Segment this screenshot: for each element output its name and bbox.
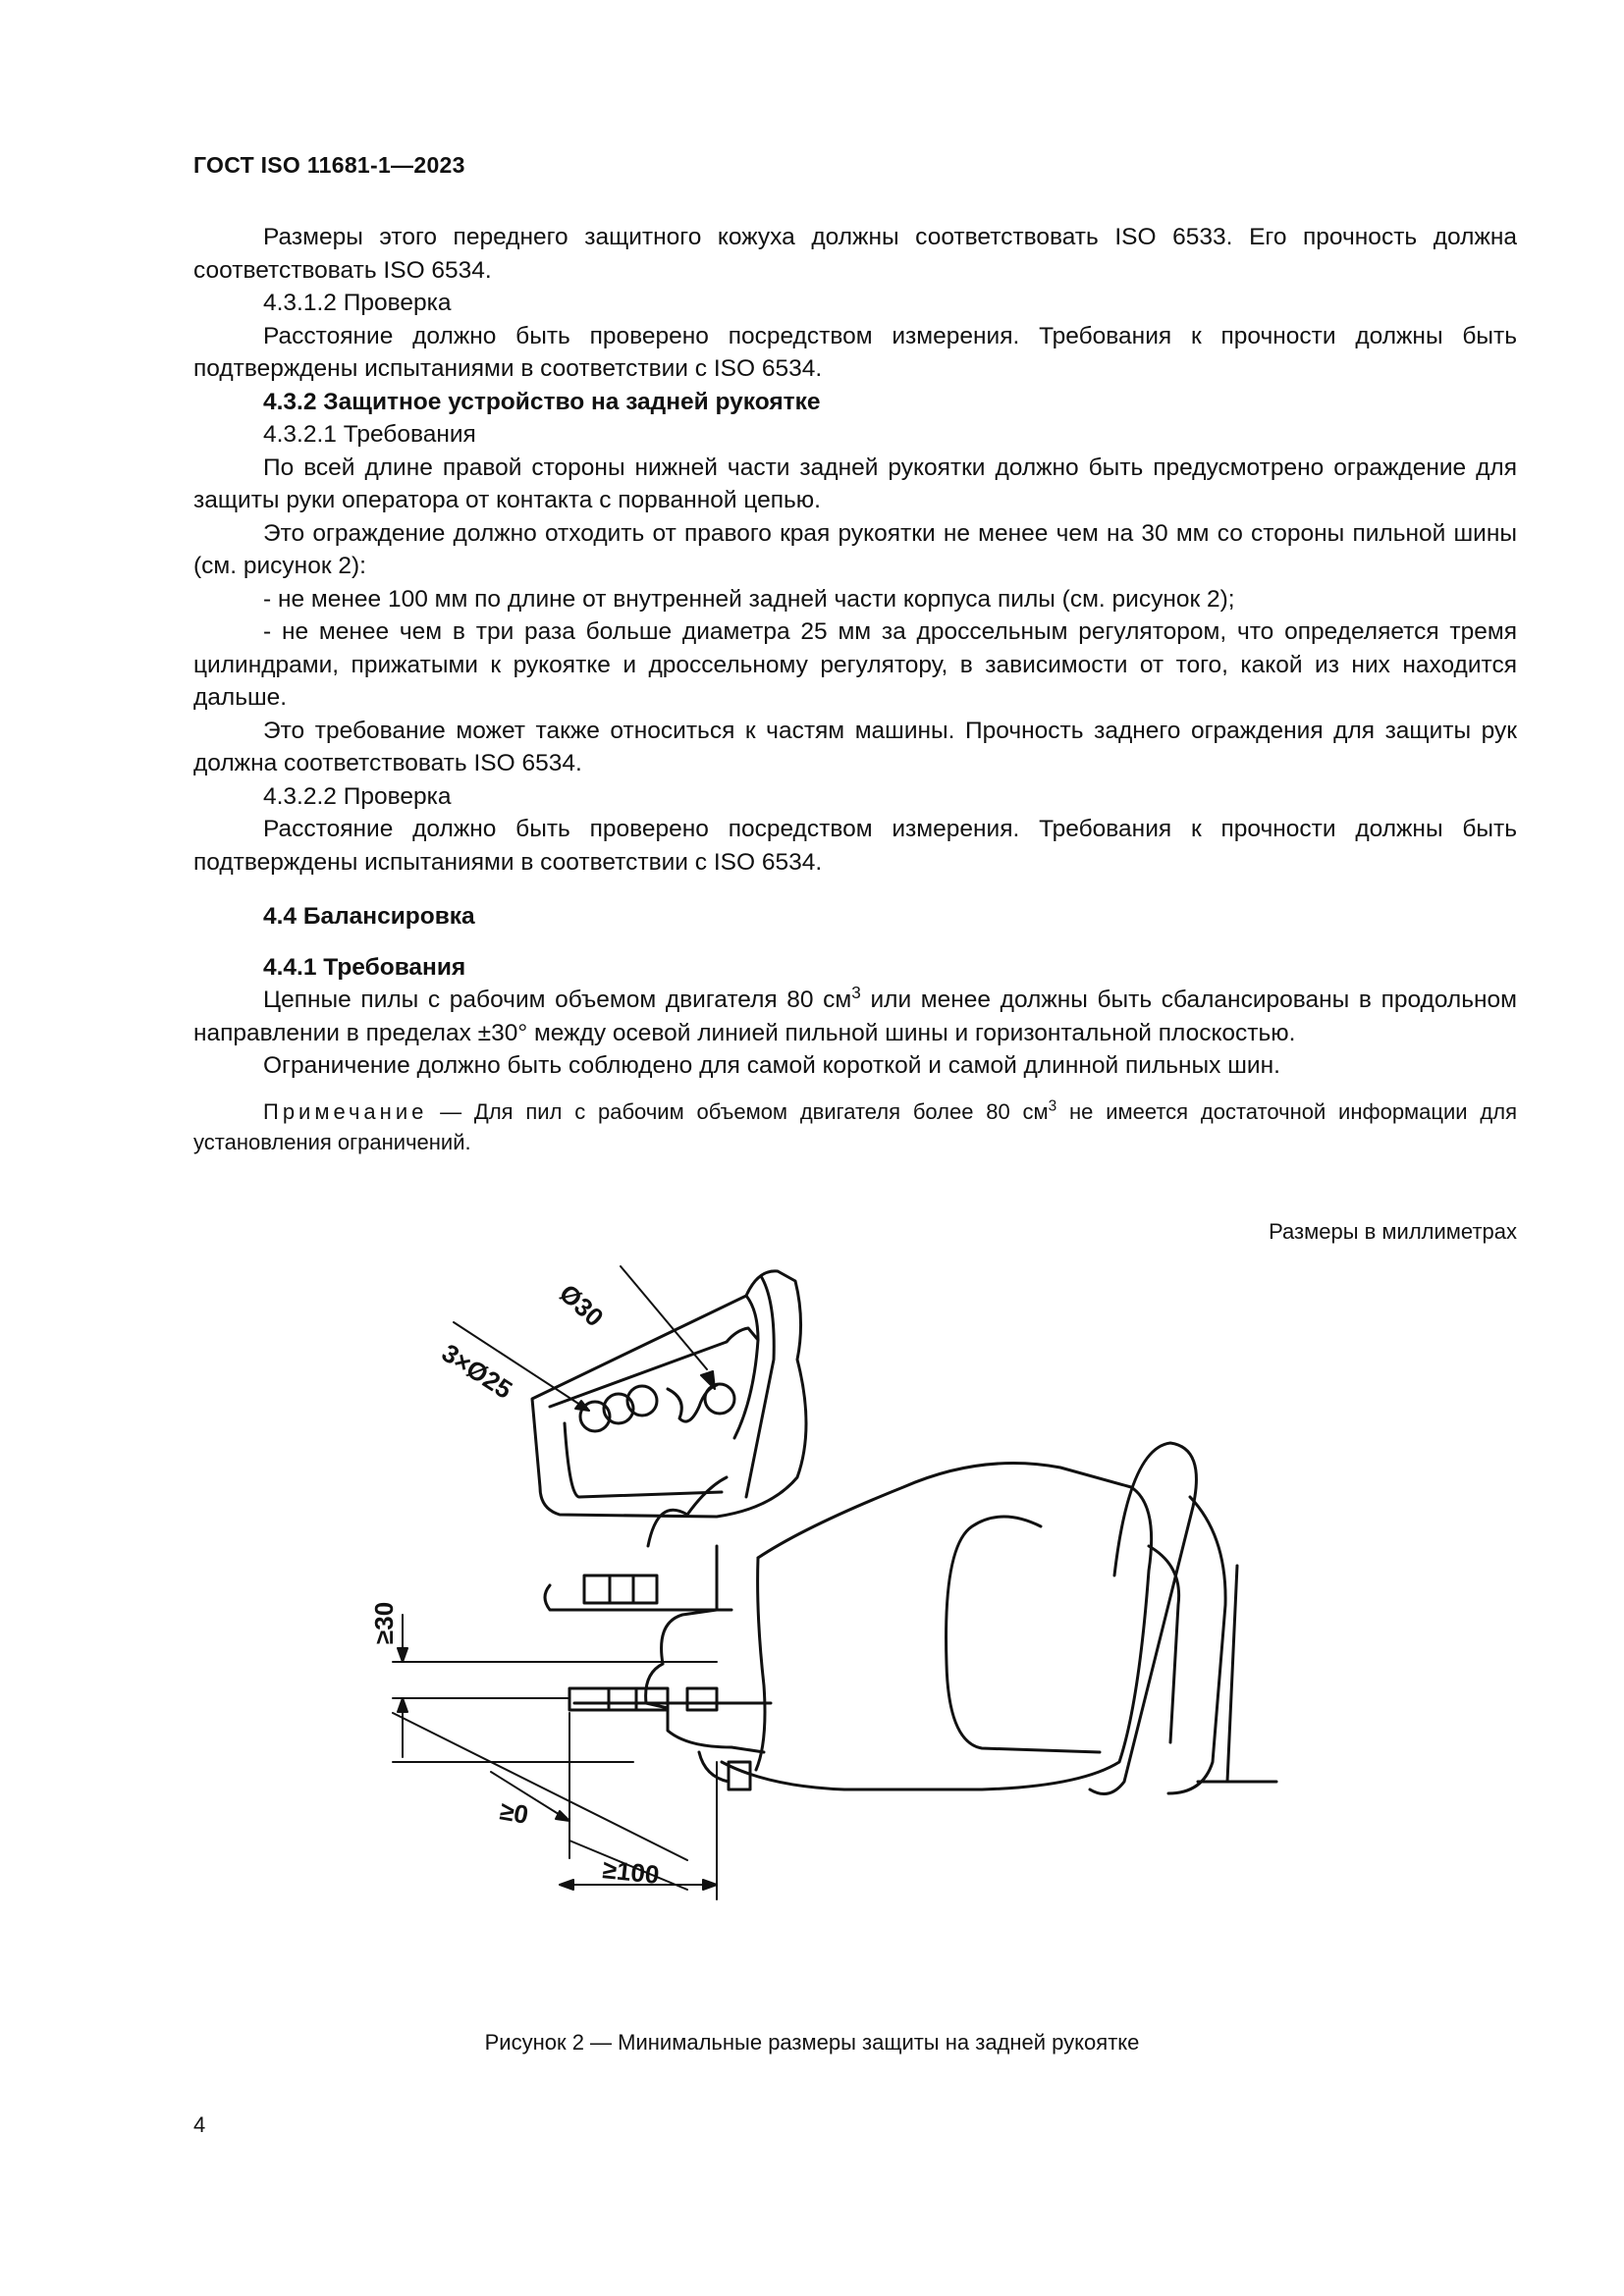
- text: Цепные пилы с рабочим объемом двигателя 80 см: [263, 987, 852, 1013]
- paragraph: Ограничение должно быть соблюдено для самой короткой и самой длинной пильных шин.: [263, 1052, 1280, 1079]
- paragraph-balance: [193, 984, 1517, 1049]
- document-header: ГОСТ ISO 11681-1—2023: [193, 152, 465, 178]
- paragraph: Расстояние должно быть проверено посредством измерения. Требования к прочности должны быть подтверждены испытаниями в соответствии с ISO 6534.: [193, 322, 1517, 382]
- subsection-heading: 4.3.2.1 Требования: [263, 421, 476, 448]
- text: — Для пил с рабочим объемом двигателя более 80 см: [427, 1098, 1049, 1124]
- superscript: 3: [851, 982, 861, 1002]
- text: или менее должны быть сбалансированы в продольном направлении в пределах ±30° между осевой линией пильной шины и горизонтальной плоскостью.: [193, 987, 1517, 1046]
- paragraph: По всей длине правой стороны нижней части задней рукоятки должно быть предусмотрено ограждение для защиты руки оператора от контакта с порванной цепью.: [193, 454, 1517, 513]
- dimension-lines: [393, 1615, 717, 1899]
- figure-caption: Рисунок 2 — Минимальные размеры защиты на задней рукоятке: [484, 2030, 1140, 2055]
- note: [193, 1096, 1517, 1157]
- paragraph: Размеры этого переднего защитного кожуха должны соответствовать ISO 6533. Его прочность должна соответствовать ISO 6534.: [193, 224, 1517, 284]
- dim-label-ge30: ≥30: [369, 1601, 399, 1644]
- document-body: [193, 221, 1517, 1157]
- figure-2-drawing: [369, 1252, 1276, 1998]
- section-heading-4-4: 4.4 Балансировка: [263, 903, 475, 930]
- section-heading-4-4-1: 4.4.1 Требования: [263, 953, 466, 981]
- dim-label-ge0: ≥0: [497, 1795, 531, 1830]
- units-label: Размеры в миллиметрах: [1269, 1219, 1517, 1244]
- section-heading-4-3-2: 4.3.2 Защитное устройство на задней рукоятке: [263, 388, 821, 415]
- list-item: - не менее чем в три раза больше диаметра 25 мм за дроссельным регулятором, что определяется тремя цилиндрами, прижатыми к рукоятке и дроссельному регулятору, в зависимости от того, какой из них находится дальше.: [193, 618, 1517, 711]
- subsection-heading: 4.3.1.2 Проверка: [263, 290, 452, 316]
- subsection-heading: 4.3.2.2 Проверка: [263, 782, 452, 810]
- page-number: 4: [193, 2112, 206, 2137]
- paragraph: Это требование может также относиться к частям машины. Прочность заднего ограждения для защиты рук должна соответствовать ISO 6534.: [193, 717, 1517, 776]
- list-item: - не менее 100 мм по длине от внутренней задней части корпуса пилы (см. рисунок 2);: [263, 585, 1235, 613]
- superscript: 3: [1048, 1097, 1057, 1115]
- paragraph: Это ограждение должно отходить от правого края рукоятки не менее чем на 30 мм со стороны пильной шины (см. рисунок 2):: [193, 519, 1517, 579]
- dim-label-d30: Ø30: [553, 1278, 610, 1333]
- dim-label-3xd25: 3×Ø25: [436, 1337, 518, 1405]
- note-label: Примечание: [263, 1098, 428, 1124]
- paragraph: Расстояние должно быть проверено посредством измерения. Требования к прочности должны быть подтверждены испытаниями в соответствии с ISO 6534.: [193, 816, 1517, 876]
- text: не имеется достаточной информации для установления ограничений.: [193, 1098, 1517, 1154]
- dim-label-ge100: ≥100: [601, 1854, 661, 1890]
